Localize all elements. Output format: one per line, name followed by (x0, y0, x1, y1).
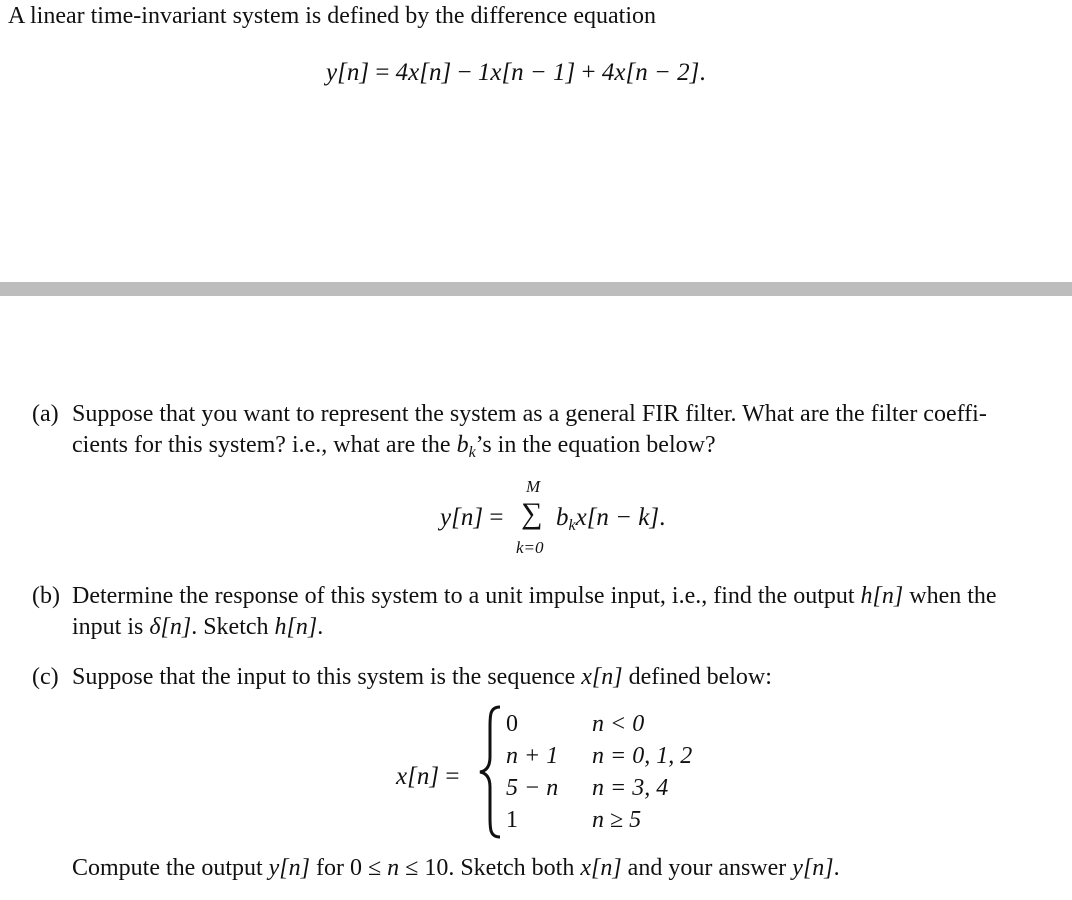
eq-end: . (699, 59, 706, 86)
fir-eq-rhs (556, 504, 666, 534)
part-b-line1 (72, 584, 997, 608)
final-x: x[n] (580, 855, 622, 881)
bk-symbol: b (456, 432, 469, 458)
case-2-cond: n = 3, 4 (592, 775, 669, 801)
part-b-line1-pre: Determine the response of this system to a unit impulse input, i.e., find the output (72, 583, 861, 609)
part-c-final (72, 856, 840, 880)
eq-term2: 1x[n − 1] (477, 59, 576, 86)
part-c-line1-post: defined below: (622, 664, 772, 690)
case-0-cond: n < 0 (592, 711, 645, 737)
part-b-line2-end: . (317, 614, 324, 640)
final-y1: y[n] (268, 855, 310, 881)
part-c-x: x[n] (581, 664, 623, 690)
part-b-delta: δ[n] (149, 614, 192, 640)
fir-b-sub: k (568, 517, 576, 534)
piece-x: x[n] (396, 763, 440, 790)
eq-op1: − (457, 59, 472, 86)
part-b-line2 (72, 615, 323, 639)
fir-x-term: x[n − k] (575, 504, 660, 531)
final-n: n (387, 855, 400, 881)
part-b-h: h[n] (860, 583, 904, 609)
final-y2: y[n] (792, 855, 834, 881)
fir-end: . (659, 504, 666, 531)
eq-equals: = (375, 59, 390, 86)
part-a-label: (a) (32, 401, 59, 427)
piecewise-lhs (396, 764, 459, 789)
sum-lower-limit: k=0 (516, 538, 544, 557)
eq-term3: 4x[n − 2] (601, 59, 700, 86)
final-end: . (833, 855, 840, 881)
fir-eq-lhs (440, 505, 503, 530)
fir-b: b (556, 504, 569, 531)
case-0-value: 0 (506, 711, 518, 737)
sum-upper-limit: M (526, 477, 541, 496)
part-b-line2-mid: . Sketch (191, 614, 275, 640)
part-b-label: (b) (32, 583, 60, 609)
sum-symbol: ∑ (521, 497, 543, 530)
fir-equals: = (489, 504, 504, 531)
divider-bar (0, 282, 1072, 296)
part-a-line1: Suppose that you want to represent the system as a general FIR filter. What are the filter coeffi- (72, 401, 987, 427)
case-3-cond: n ≥ 5 (592, 807, 642, 833)
part-a-line2 (72, 432, 716, 461)
final-mid3: and your answer (621, 855, 793, 881)
intro-text: A linear time-invariant system is defined by the difference equation (8, 3, 657, 29)
piece-equals: = (445, 763, 460, 790)
part-a-line2-post: ’s in the equation below? (475, 432, 716, 458)
final-mid2: ≤ 10. Sketch both (399, 855, 581, 881)
eq-op2: + (581, 59, 596, 86)
part-b-line1-post: when the (903, 583, 997, 609)
part-a-line2-pre: cients for this system? i.e., what are the (72, 432, 457, 458)
part-c-label: (c) (32, 664, 59, 690)
final-pre: Compute the output (72, 855, 269, 881)
bk-subscript: k (468, 444, 476, 461)
part-b-h2: h[n] (274, 614, 318, 640)
part-c-line1 (72, 665, 772, 689)
final-mid: for 0 ≤ (310, 855, 388, 881)
case-1-cond: n = 0, 1, 2 (592, 743, 693, 769)
eq-term1: 4x[n] (395, 59, 452, 86)
case-1-value: n + 1 (506, 743, 559, 769)
part-b-line2-pre: input is (72, 614, 150, 640)
case-3-value: 1 (506, 807, 518, 833)
main-equation (326, 60, 706, 85)
part-c-line1-pre: Suppose that the input to this system is the sequence (72, 664, 582, 690)
eq-lhs: y[n] (326, 59, 370, 86)
fir-lhs: y[n] (440, 504, 484, 531)
case-2-value: 5 − n (506, 775, 559, 801)
